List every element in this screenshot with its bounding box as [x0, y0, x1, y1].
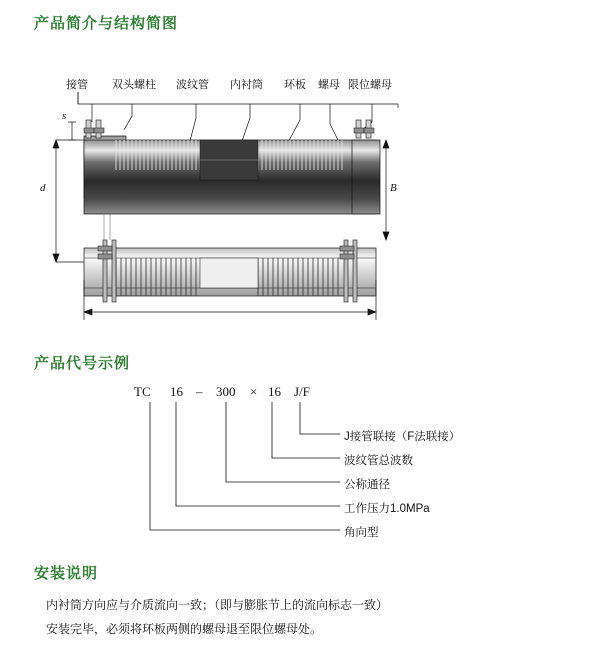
code-token-2: –: [196, 384, 203, 399]
section-title-code: 产品代号示例: [34, 355, 131, 372]
dimension-B: [383, 140, 389, 240]
install-note-1: 安装完毕，必须将环板两侧的螺母退至限位螺母处。: [46, 622, 323, 636]
dimension-label-B: B: [390, 182, 397, 194]
code-token-5: 16: [268, 384, 281, 399]
callout-label-liner: 内衬筒: [230, 79, 263, 91]
callout-label-ring-plate: 环板: [284, 79, 306, 91]
callout-label-bellows: 波纹管: [176, 79, 209, 91]
dimension-s: [68, 122, 76, 140]
code-token-4: ×: [250, 384, 258, 399]
code-token-6: J/F: [294, 384, 310, 399]
section-title-intro: 产品简介与结构简图: [34, 15, 179, 32]
callout-label-nut: 螺母: [318, 79, 340, 91]
product-code-diagram: [0, 378, 600, 548]
dimension-label-s: s: [62, 110, 67, 122]
section-title-install: 安装说明: [34, 565, 99, 582]
stud-assembly-top: [84, 120, 374, 138]
callout-label-limit-nut: 限位螺母: [348, 79, 392, 91]
dimension-label-d: d: [40, 182, 46, 194]
code-desc-4: 角向型: [344, 527, 379, 539]
structure-diagram: [0, 44, 600, 344]
install-notes: [46, 596, 566, 644]
code-token-1: 16: [170, 384, 183, 399]
code-desc-3: 工作压力1.0MPa: [344, 503, 430, 515]
code-token-3: 300: [216, 384, 236, 399]
code-leader-lines: [150, 402, 340, 530]
code-desc-2: 公称通径: [344, 479, 390, 491]
code-desc-1: 波纹管总波数: [344, 455, 413, 467]
code-token-0: TC: [134, 384, 151, 399]
callout-label-double-stud: 双头螺柱: [112, 79, 156, 91]
callout-label-nozzle: 接管: [66, 79, 88, 91]
code-desc-0: J接管联接（F法联接）: [344, 431, 461, 443]
dimension-d: [53, 140, 84, 262]
install-note-0: 内衬筒方向应与介质流向一致；（即与膨胀节上的流向标志一致）: [46, 598, 389, 612]
